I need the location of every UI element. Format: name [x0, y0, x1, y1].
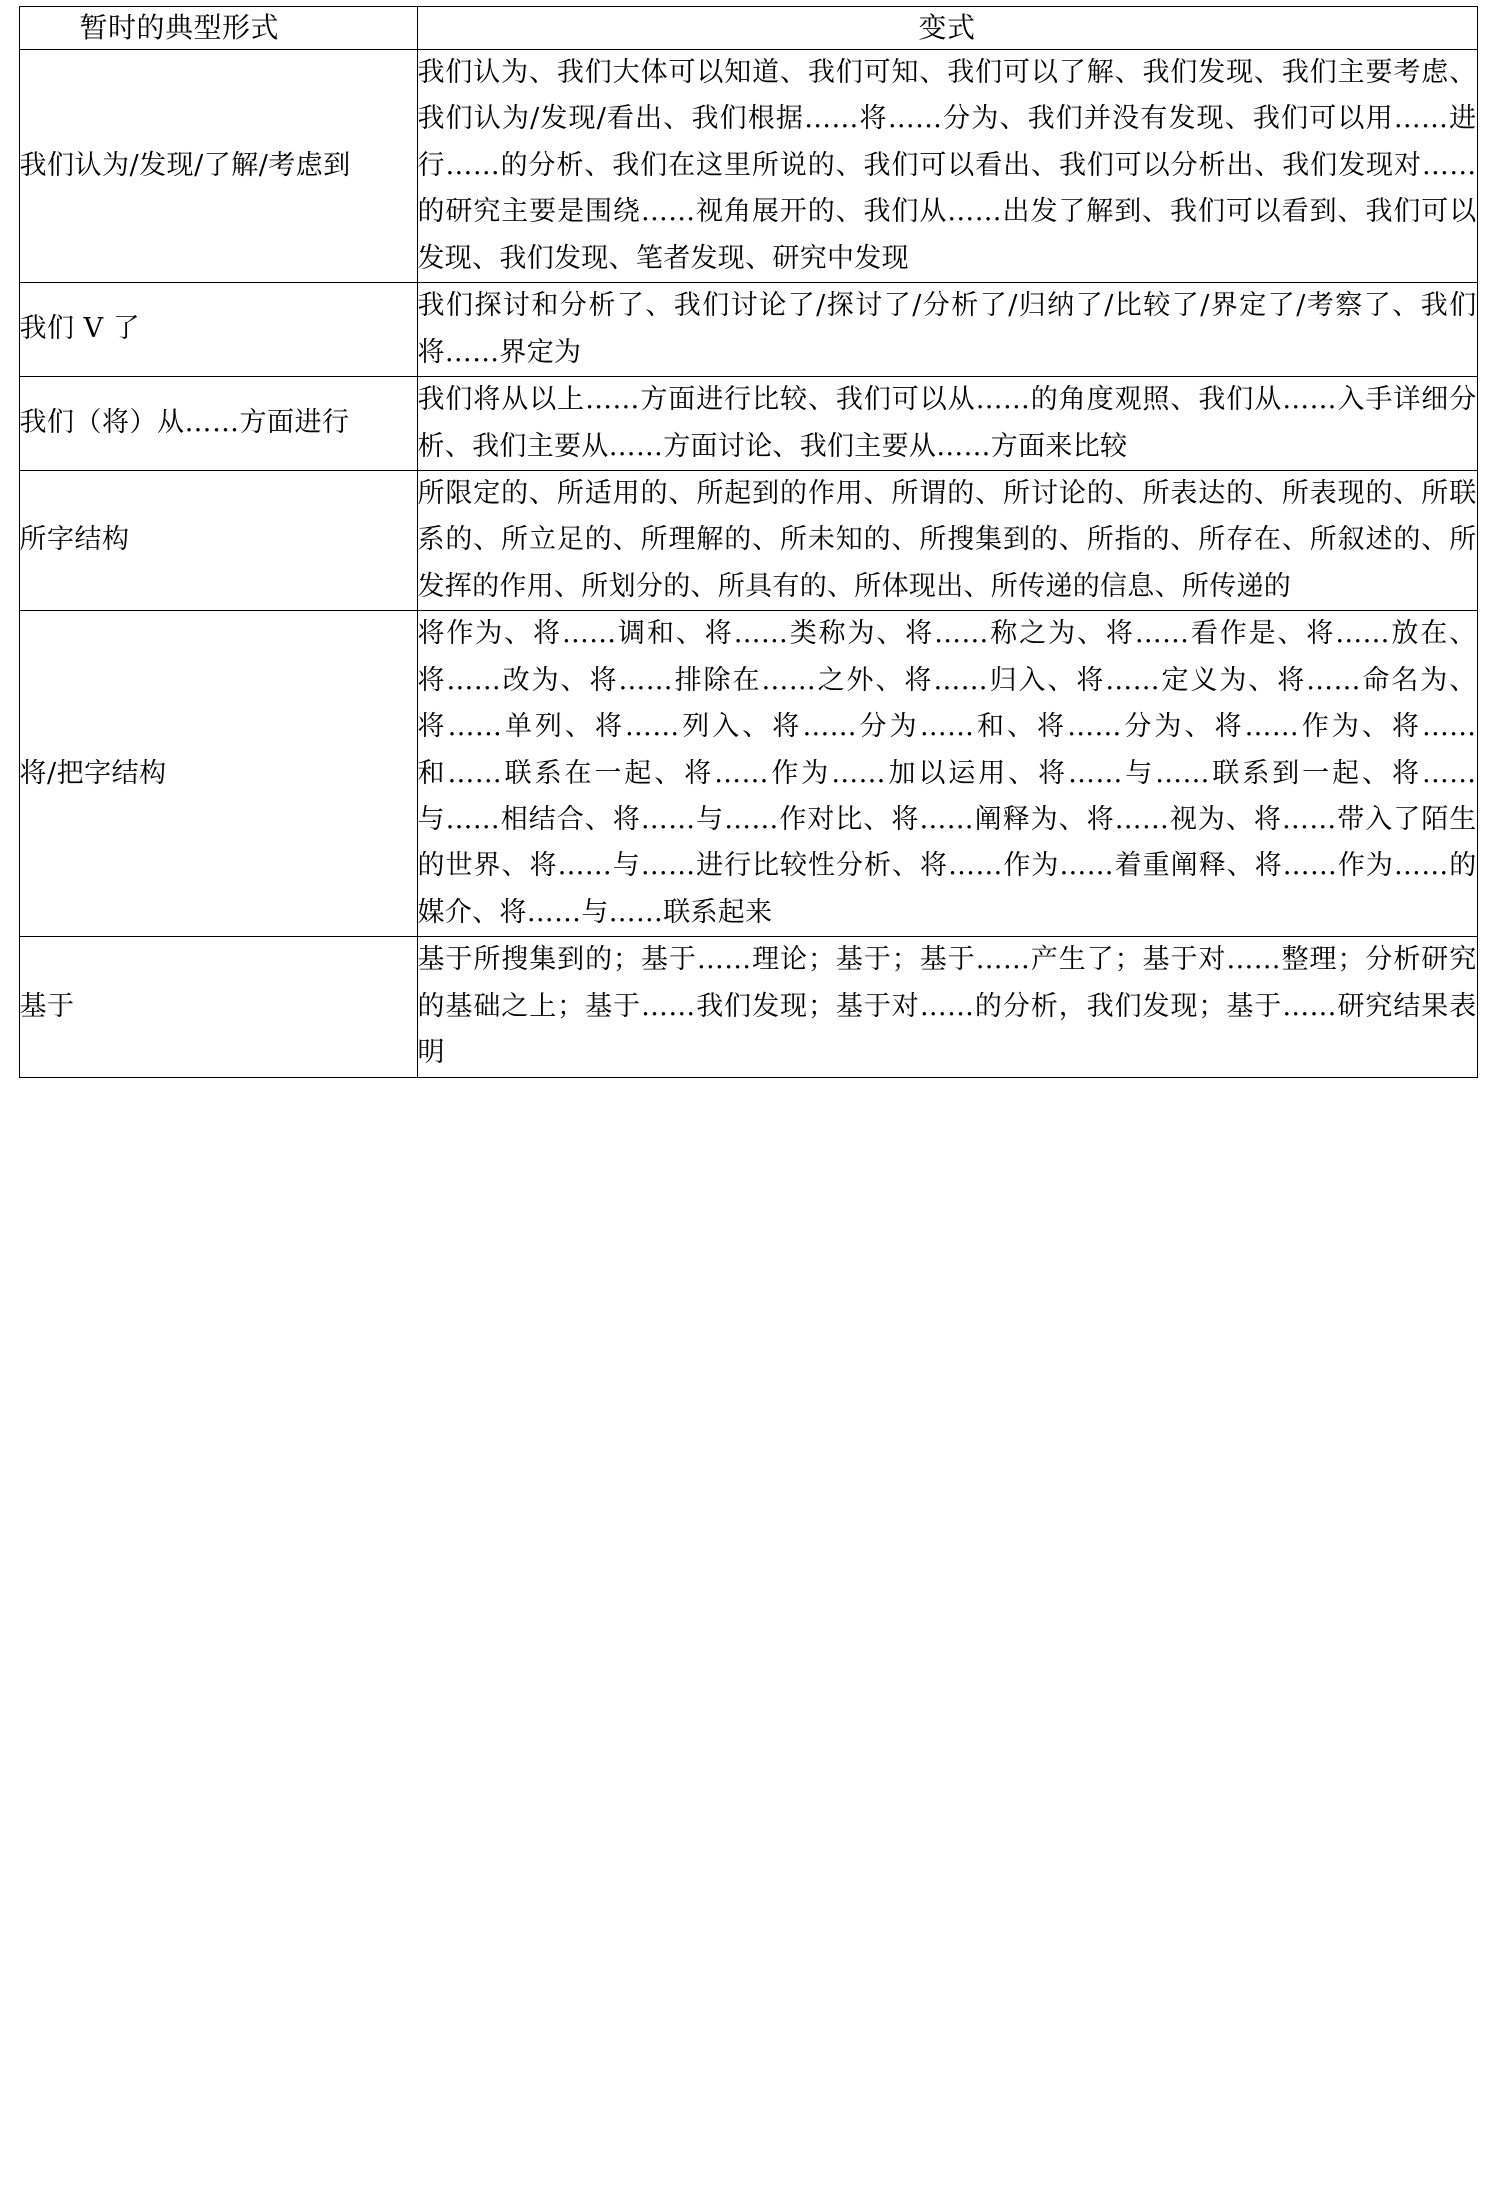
- variants-cell: 我们将从以上……方面进行比较、我们可以从……的角度观照、我们从……入手详细分析、我们主要从……方面讨论、我们主要从……方面来比较: [417, 377, 1477, 471]
- variants-cell: 我们认为、我们大体可以知道、我们可知、我们可以了解、我们发现、我们主要考虑、我们认为/发现/看出、我们根据……将……分为、我们并没有发现、我们可以用……进行……的分析、我们在这里所说的、我们可以看出、我们可以分析出、我们发现对……的研究主要是围绕……视角展开的、我们从……出发了解到、我们可以看到、我们可以发现、我们发现、笔者发现、研究中发现: [417, 50, 1477, 283]
- table-row: [19, 283, 1477, 377]
- form-cell: 我们认为/发现/了解/考虑到: [19, 50, 417, 283]
- form-cell: 我们（将）从……方面进行: [19, 377, 417, 471]
- variants-table: [19, 6, 1478, 1078]
- variants-cell: 将作为、将……调和、将……类称为、将……称之为、将……看作是、将……放在、将……改为、将……排除在……之外、将……归入、将……定义为、将……命名为、将……单列、将……列入、将……分为……和、将……分为、将……作为、将……和……联系在一起、将……作为……加以运用、将……与……联系到一起、将……与……相结合、将……与……作对比、将……阐释为、将……视为、将……带入了陌生的世界、将……与……进行比较性分析、将……作为……着重阐释、将……作为……的媒介、将……与……联系起来: [417, 611, 1477, 937]
- table-row: [19, 937, 1477, 1077]
- table-row: [19, 50, 1477, 283]
- form-cell: 基于: [19, 937, 417, 1077]
- form-cell: 我们 V 了: [19, 283, 417, 377]
- header-variants: 变式: [417, 7, 1477, 50]
- variants-cell: 所限定的、所适用的、所起到的作用、所谓的、所讨论的、所表达的、所表现的、所联系的、所立足的、所理解的、所未知的、所搜集到的、所指的、所存在、所叙述的、所发挥的作用、所划分的、所具有的、所体现出、所传递的信息、所传递的: [417, 470, 1477, 610]
- form-cell: 所字结构: [19, 470, 417, 610]
- table-row: [19, 377, 1477, 471]
- form-cell: 将/把字结构: [19, 611, 417, 937]
- variants-cell: 我们探讨和分析了、我们讨论了/探讨了/分析了/归纳了/比较了/界定了/考察了、我们将……界定为: [417, 283, 1477, 377]
- header-typical-form: 暂时的典型形式: [19, 7, 417, 50]
- variants-cell: 基于所搜集到的；基于……理论；基于；基于……产生了；基于对……整理；分析研究的基础之上；基于……我们发现；基于对……的分析，我们发现；基于……研究结果表明: [417, 937, 1477, 1077]
- table-row: [19, 611, 1477, 937]
- table-header-row: [19, 7, 1477, 50]
- table-row: [19, 470, 1477, 610]
